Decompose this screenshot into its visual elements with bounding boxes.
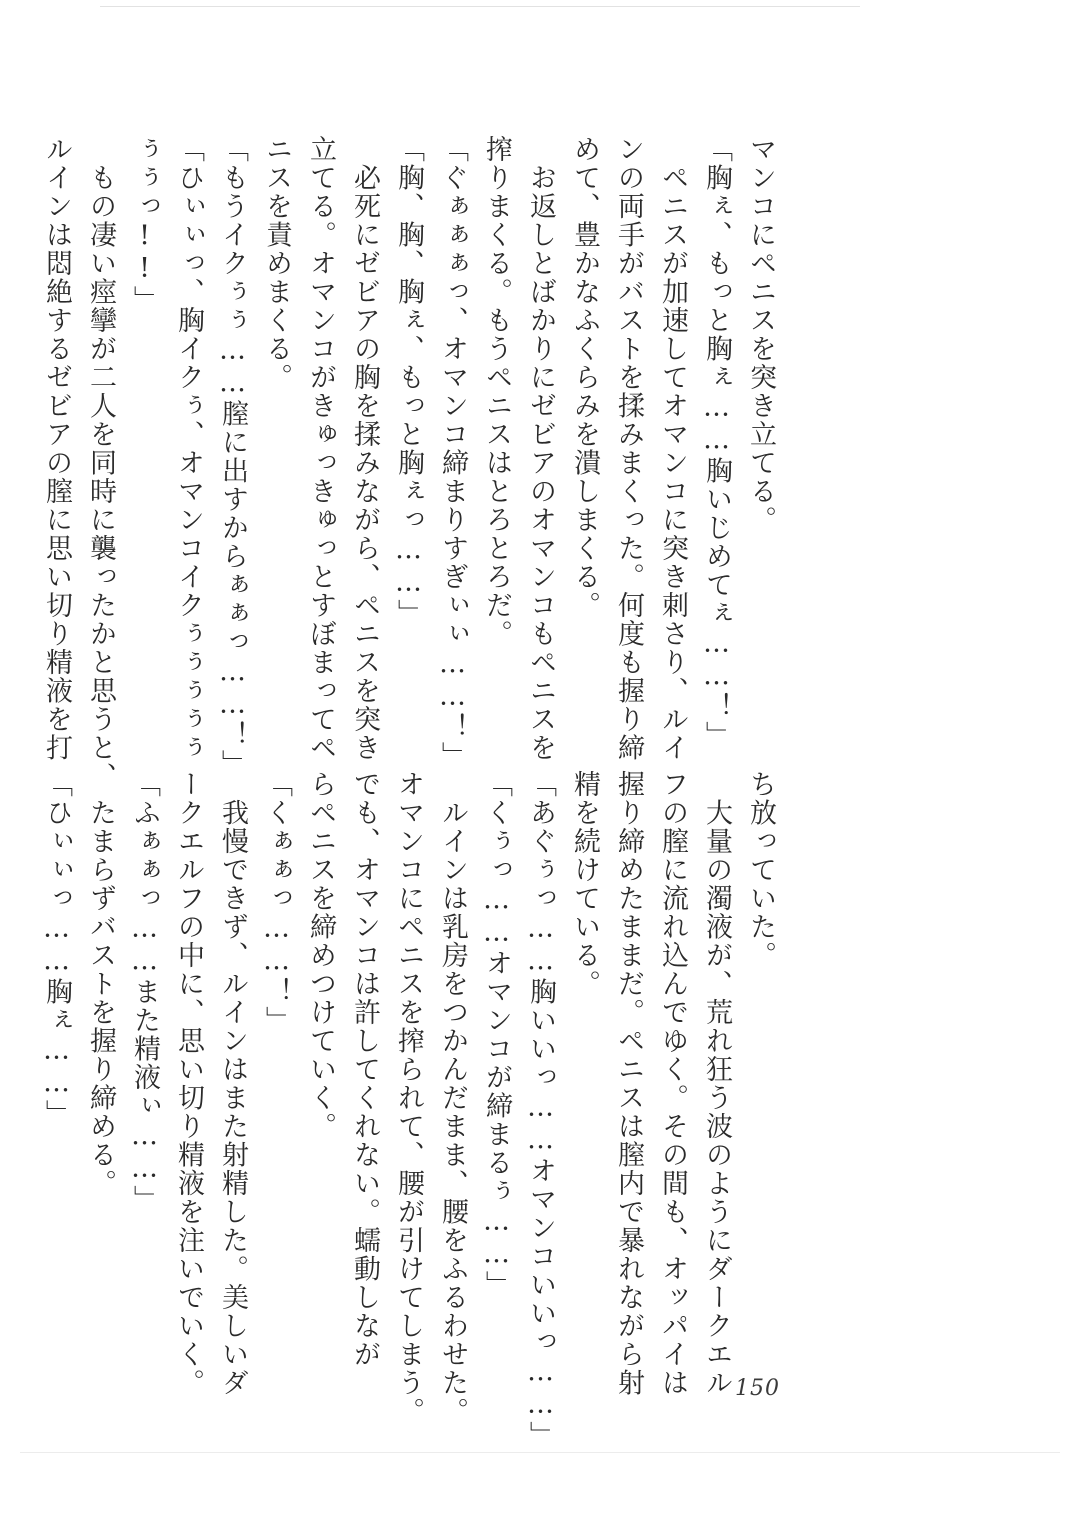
scan-edge-bottom bbox=[20, 1452, 1060, 1453]
text-line: ニスを責めまくる。 bbox=[261, 135, 292, 392]
text-line: 「胸、胸、胸ぇ、もっと胸ぇっ……」 bbox=[393, 135, 424, 628]
text-line: 「あぐぅっ……胸いいっ……オマンコいいっ……」 bbox=[525, 770, 556, 1450]
text-line: 精を続けている。 bbox=[569, 770, 600, 998]
text-line: らペニスを締めつけていく。 bbox=[305, 770, 336, 1141]
text-line: 搾りまくる。もうペニスはとろとろだ。 bbox=[481, 135, 512, 648]
text-line: ークエルフの中に、思い切り精液を注いでいく。 bbox=[173, 770, 204, 1397]
text-line: 「胸ぇ、もっと胸ぇ……胸いじめてぇ……！」 bbox=[701, 135, 732, 750]
text-line: 「ぐぁぁぁっ、オマンコ締まりすぎぃぃ……！」 bbox=[437, 135, 468, 770]
text-line: 立てる。オマンコがきゅっきゅっとすぼまってペ bbox=[305, 135, 336, 762]
text-line: 我慢できず、ルインはまた射精した。美しいダ bbox=[217, 770, 248, 1397]
text-line: ち放っていた。 bbox=[745, 770, 776, 970]
text-line: ンの両手がバストを揉みまくった。何度も握り締 bbox=[613, 135, 644, 762]
upper-text-block bbox=[34, 135, 782, 791]
scan-edge-top bbox=[100, 6, 860, 7]
text-line: ぅぅっ!!」 bbox=[129, 135, 160, 314]
text-line: 大量の濁液が、荒れ狂う波のようにダークエル bbox=[701, 770, 732, 1397]
text-line: お返しとばかりにゼビアのオマンコもペニスを bbox=[525, 135, 556, 762]
text-line: 握り締めたままだ。ペニスは膣内で暴れながら射 bbox=[613, 770, 644, 1397]
text-line: もの凄い痙攣が二人を同時に襲ったかと思うと、 bbox=[85, 135, 116, 791]
text-line: フの膣に流れ込んでゆく。その間も、オッパイは bbox=[657, 770, 688, 1397]
text-line: 「ひぃぃっ……胸ぇ……」 bbox=[41, 770, 72, 1128]
text-line: 「ふぁぁっ……また精液ぃ……」 bbox=[129, 770, 160, 1214]
page-number: 150 bbox=[735, 1376, 780, 1401]
text-line: 「くぁぁっ……！」 bbox=[261, 770, 292, 1035]
text-line: たまらずバストを握り締める。 bbox=[85, 770, 116, 1198]
text-line: オマンコにペニスを搾られて、腰が引けてしまう。 bbox=[393, 770, 424, 1426]
text-line: 「くぅっ……オマンコが締まるぅ……」 bbox=[481, 770, 512, 1299]
text-line: ルインは悶絶するゼビアの膣に思い切り精液を打 bbox=[41, 135, 72, 762]
text-line: 必死にゼビアの胸を揉みながら、ペニスを突き bbox=[349, 135, 380, 762]
text-line: マンコにペニスを突き立てる。 bbox=[745, 135, 776, 534]
text-line: でも、オマンコは許してくれない。蠕動しなが bbox=[349, 770, 380, 1369]
text-line: 「もうイクぅぅ……膣に出すからぁぁっ……！」 bbox=[217, 135, 248, 778]
text-line: ペニスが加速してオマンコに突き刺さり、ルイ bbox=[657, 135, 688, 762]
text-line: ルインは乳房をつかんだまま、腰をふるわせた。 bbox=[437, 770, 468, 1426]
text-line: めて、豊かなふくらみを潰しまくる。 bbox=[569, 135, 600, 620]
text-line: 「ひぃぃっ、胸イクぅ、オマンコイクぅぅぅぅぅ bbox=[173, 135, 204, 762]
